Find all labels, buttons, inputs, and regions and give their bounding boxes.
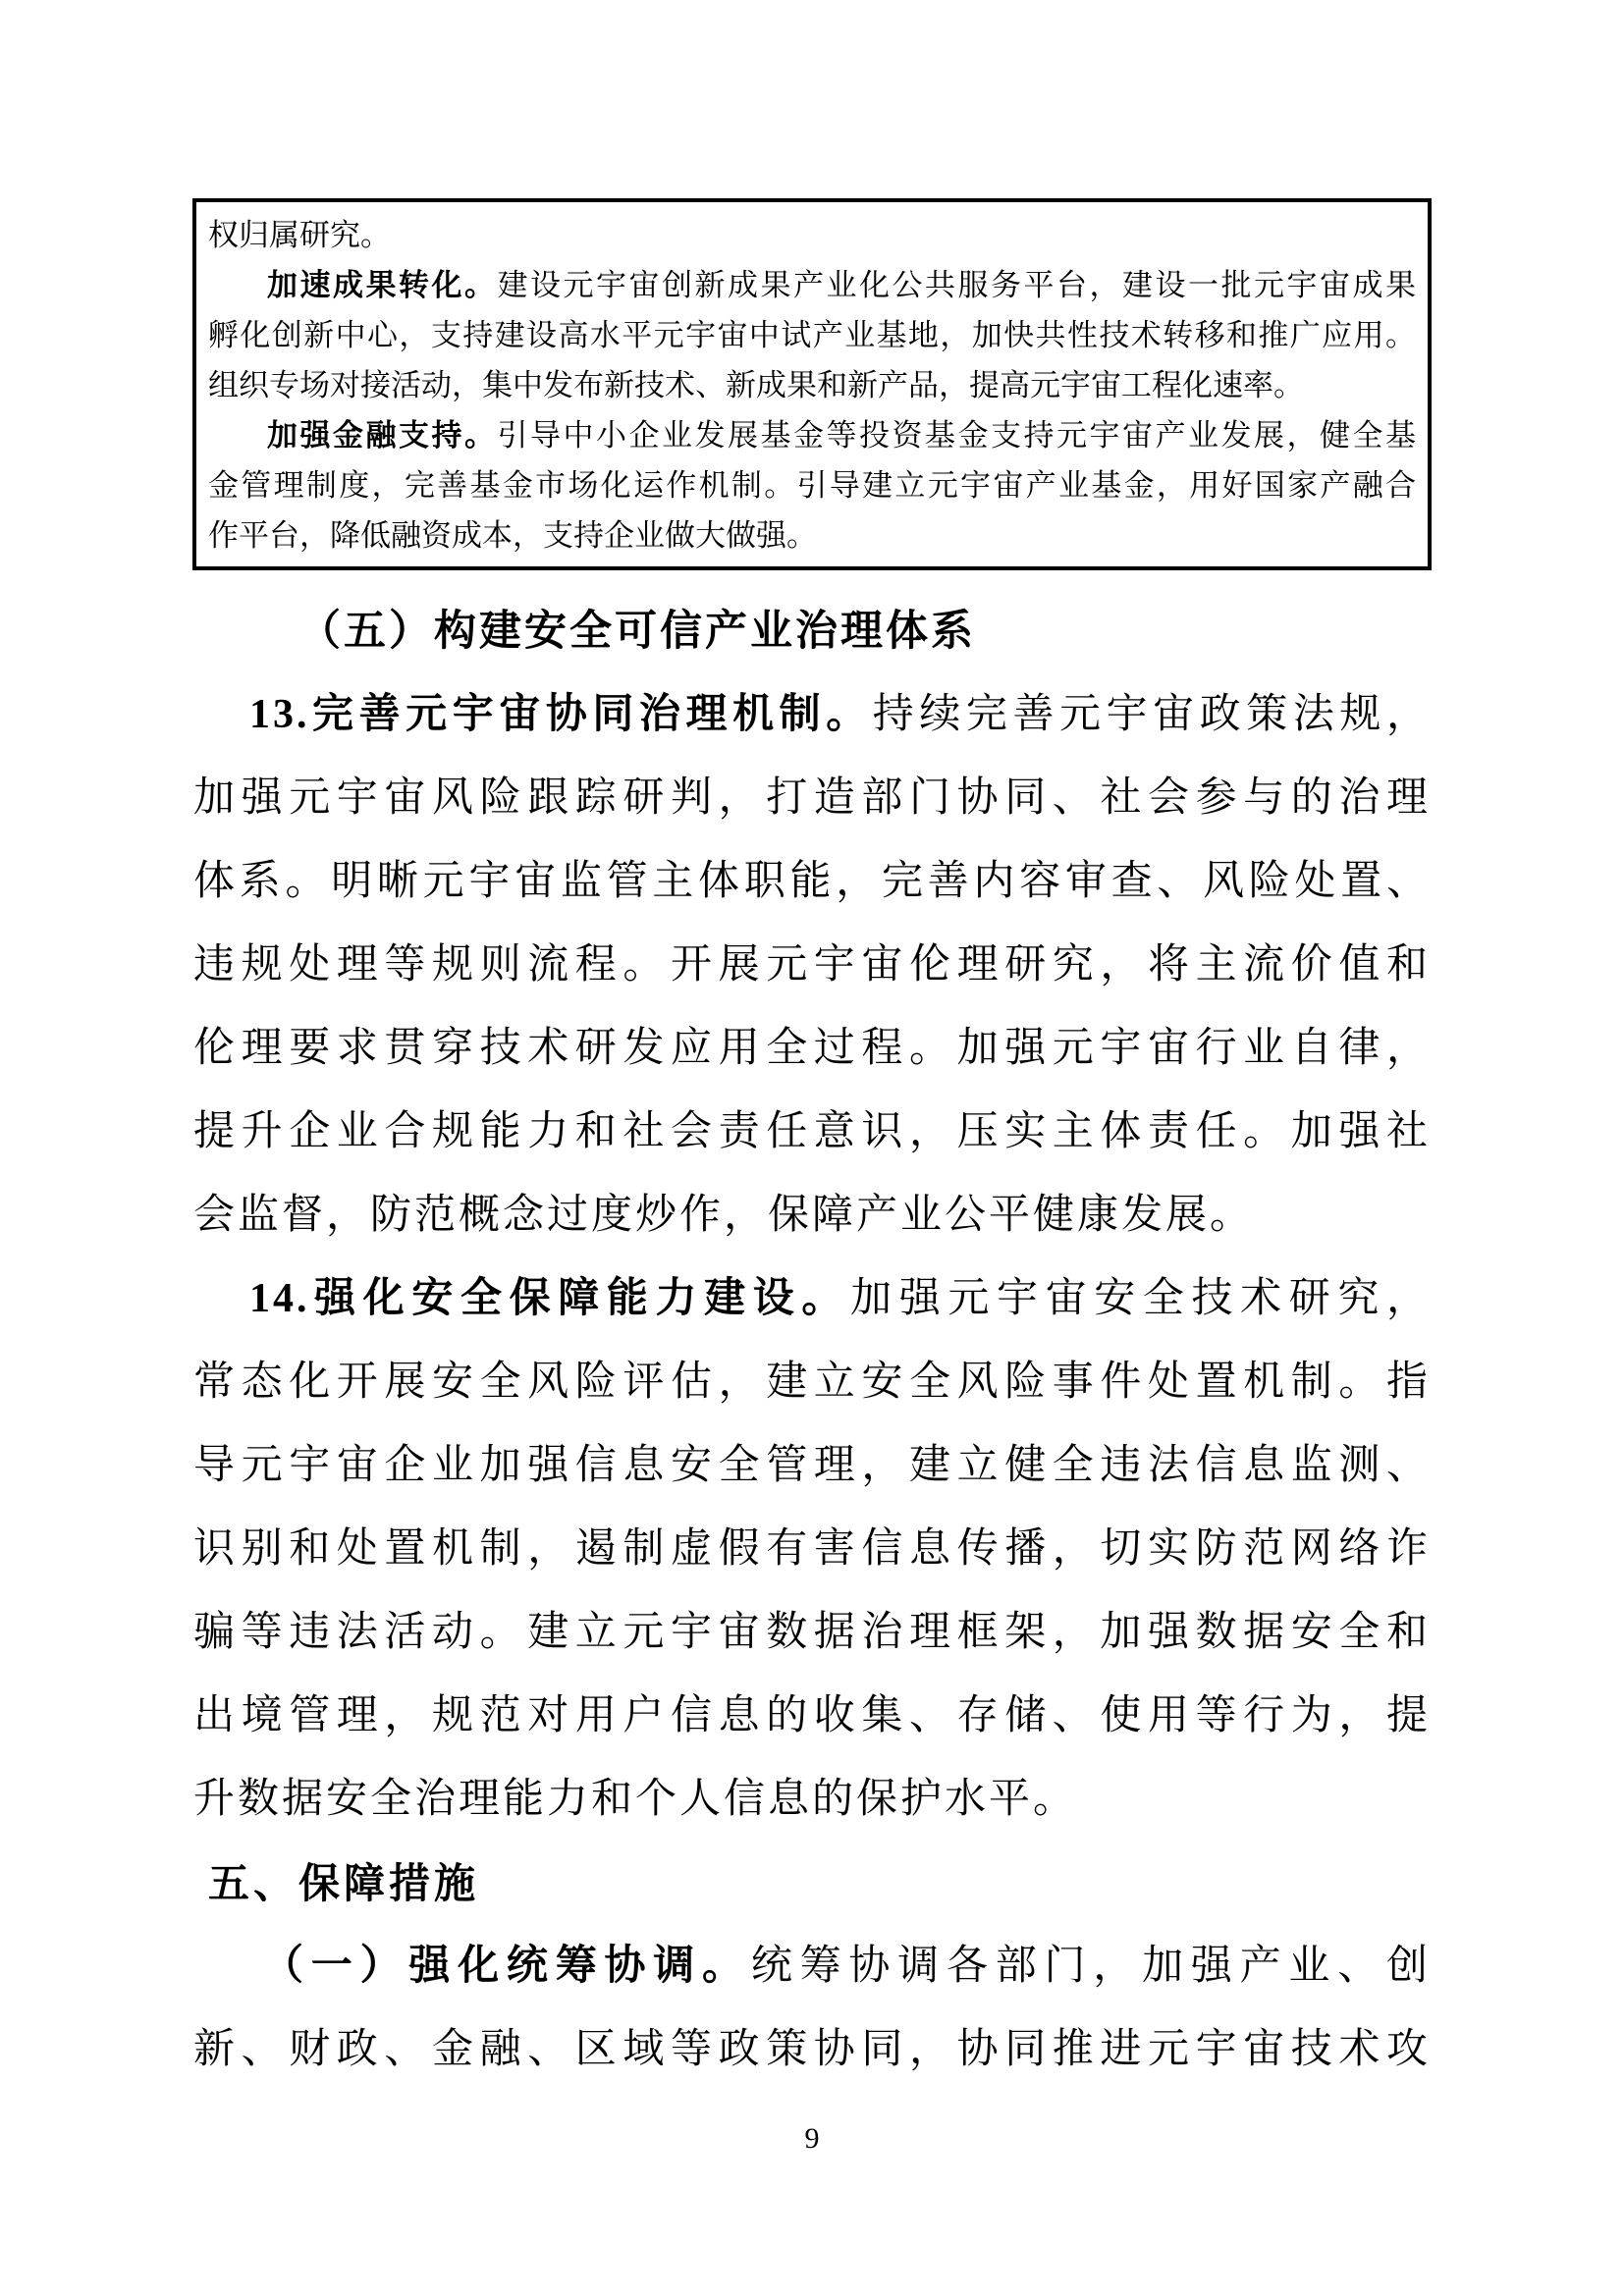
text-line — [208, 460, 1416, 510]
heading-safeguard-measures: 五、保障措施 — [208, 1860, 480, 1906]
text-line — [193, 1341, 1431, 1424]
paragraph-coordination — [193, 1925, 1431, 2092]
text-line — [193, 1508, 1431, 1591]
line-text: 识别和处置机制，遏制虚假有害信息传播，切实防范网络诈 — [193, 1526, 1431, 1572]
section-heading-5: （五）构建安全可信产业治理体系 — [298, 609, 976, 655]
paragraph-14 — [193, 1257, 1431, 1842]
line-text: 组织专场对接活动，集中发布新技术、新成果和新产品，提高元宇宙工程化速率。 — [208, 368, 1304, 402]
text-line — [193, 1257, 1431, 1341]
text-line — [193, 673, 1431, 757]
body-text — [193, 590, 1431, 2092]
text-line — [193, 1925, 1431, 2008]
bold-lead-in: 13.完善元宇宙协同治理机制。 — [249, 692, 873, 737]
line-text: 加强元宇宙风险跟踪研判，打造部门协同、社会参与的治理 — [193, 775, 1431, 821]
text-line — [193, 757, 1431, 840]
text-line — [193, 1007, 1431, 1091]
line-text: 孵化创新中心，支持建设高水平元宇宙中试产业基地，加快共性技术转移和推广应用。 — [208, 318, 1416, 352]
text-line — [193, 1675, 1431, 1758]
text-line — [208, 260, 1416, 310]
callout-box — [192, 198, 1432, 570]
line-text: 权归属研究。 — [208, 218, 391, 252]
bold-lead-in: 14.强化安全保障能力建设。 — [249, 1276, 851, 1321]
text-line — [208, 210, 1416, 260]
line-text: 新、财政、金融、区域等政策协同，协同推进元宇宙技术攻 — [193, 2027, 1431, 2072]
line-text: 建设元宇宙创新成果产业化公共服务平台，建设一批元宇宙成果 — [497, 268, 1416, 302]
text-line — [193, 1091, 1431, 1174]
line-text: 会监督，防范概念过度炒作，保障产业公平健康发展。 — [193, 1193, 1255, 1238]
line-text: 加强元宇宙安全技术研究， — [850, 1276, 1431, 1321]
text-line — [208, 410, 1416, 460]
line-text: 出境管理，规范对用户信息的收集、存储、使用等行为，提 — [193, 1693, 1431, 1738]
line-text: 持续完善元宇宙政策法规， — [872, 692, 1431, 737]
bold-lead-in: 加速成果转化。 — [267, 268, 498, 302]
line-text: 引导中小企业发展基金等投资基金支持元宇宙产业发展，健全基 — [497, 418, 1416, 453]
line-text: 升数据安全治理能力和个人信息的保护水平。 — [193, 1777, 1078, 1822]
text-line — [193, 1424, 1431, 1508]
text-line — [208, 310, 1416, 360]
line-text: 违规处理等规则流程。开展元宇宙伦理研究，将主流价值和 — [193, 942, 1431, 988]
text-line — [193, 2008, 1431, 2092]
text-line — [193, 1758, 1431, 1842]
text-line — [193, 924, 1431, 1007]
line-text: 常态化开展安全风险评估，建立安全风险事件处置机制。指 — [193, 1360, 1431, 1405]
line-text: 作平台，降低融资成本，支持企业做大做强。 — [208, 518, 817, 553]
line-text: 体系。明晰元宇宙监管主体职能，完善内容审查、风险处置、 — [193, 859, 1431, 904]
text-line — [208, 510, 1416, 561]
line-text: 统筹协调各部门，加强产业、创 — [750, 1944, 1431, 1989]
text-line — [193, 840, 1431, 924]
text-line — [208, 360, 1416, 410]
page-number: 9 — [804, 2122, 820, 2155]
paragraph-13 — [193, 673, 1431, 1257]
line-text: 骗等违法活动。建立元宇宙数据治理框架，加强数据安全和 — [193, 1610, 1431, 1655]
text-line — [193, 1174, 1431, 1257]
line-text: 金管理制度，完善基金市场化运作机制。引导建立元宇宙产业基金，用好国家产融合 — [208, 468, 1416, 503]
bold-lead-in: （一）强化统筹协调。 — [262, 1944, 751, 1989]
line-text: 伦理要求贯穿技术研发应用全过程。加强元宇宙行业自律， — [193, 1026, 1431, 1071]
text-line — [193, 1591, 1431, 1675]
bold-lead-in: 加强金融支持。 — [267, 418, 498, 453]
line-text: 提升企业合规能力和社会责任意识，压实主体责任。加强社 — [193, 1109, 1431, 1154]
line-text: 导元宇宙企业加强信息安全管理，建立健全违法信息监测、 — [193, 1443, 1431, 1488]
